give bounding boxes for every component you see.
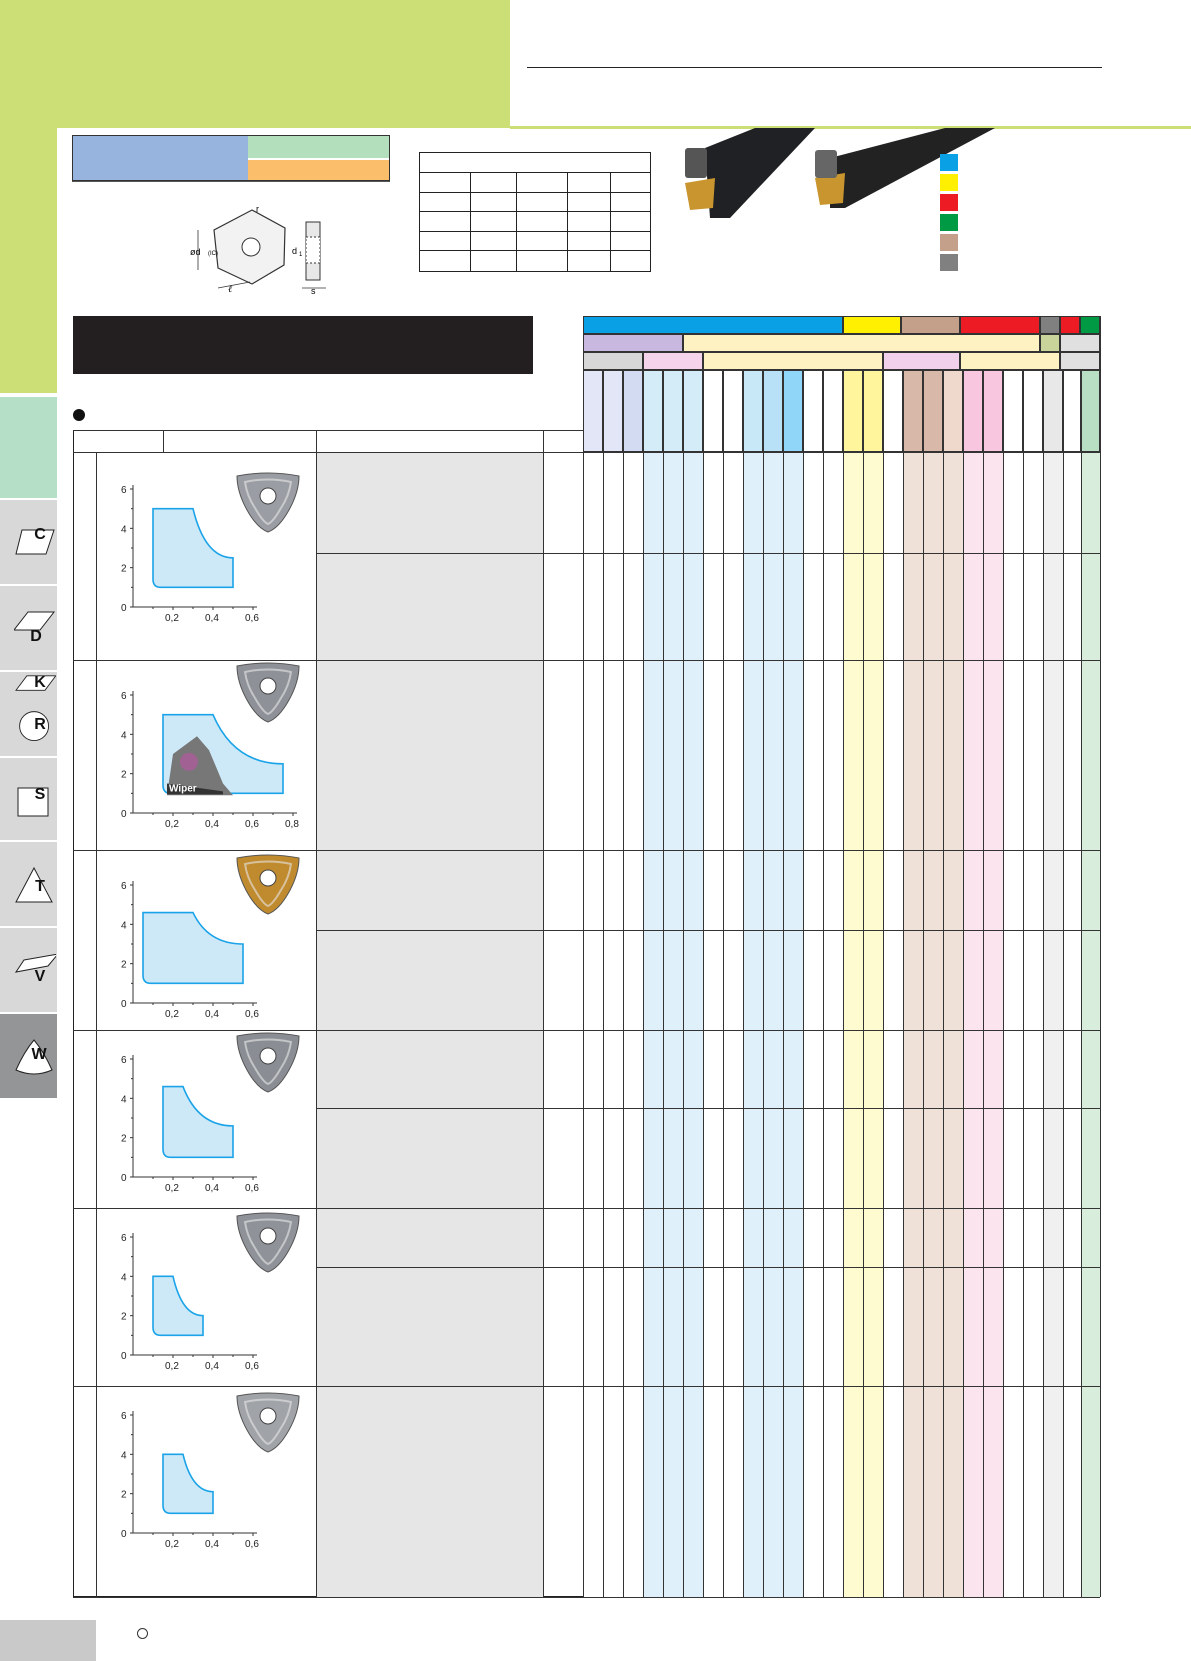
label-ic: (IC) bbox=[208, 251, 218, 257]
x-tick-label: 0,4 bbox=[205, 819, 219, 830]
grade-column-body bbox=[743, 452, 763, 1597]
group-divider bbox=[73, 1030, 1100, 1031]
x-tick-label: 0,4 bbox=[205, 1009, 219, 1020]
y-tick-label: 4 bbox=[121, 920, 127, 932]
nav-tab-letter: D bbox=[30, 628, 42, 645]
row-divider bbox=[316, 553, 1100, 554]
application-area bbox=[153, 509, 233, 588]
grade-column-body bbox=[983, 452, 1003, 1597]
grade-header-subband bbox=[703, 352, 883, 370]
y-tick-label: 2 bbox=[121, 1311, 127, 1323]
grade-header-subband bbox=[583, 352, 643, 370]
description-cell bbox=[317, 1387, 543, 1597]
grade-header-band bbox=[583, 316, 843, 334]
group-divider bbox=[73, 1597, 1100, 1598]
grade-column-head bbox=[603, 370, 623, 452]
table-header-top bbox=[73, 430, 583, 431]
grade-header-band bbox=[843, 316, 901, 334]
group-divider bbox=[73, 1386, 1100, 1387]
nav-tab-letter: R bbox=[34, 716, 46, 733]
y-tick-label: 6 bbox=[121, 691, 127, 702]
nav-tab-top bbox=[0, 397, 57, 498]
x-tick-label: 0,2 bbox=[165, 1361, 179, 1372]
table-body-divider bbox=[96, 452, 97, 1597]
table-header-bottom bbox=[73, 452, 1100, 453]
y-tick-label: 6 bbox=[121, 1233, 127, 1244]
x-tick-label: 0,4 bbox=[205, 1539, 219, 1550]
grade-column-head bbox=[1063, 370, 1081, 452]
grade-column-body bbox=[623, 452, 643, 1597]
grade-column-body bbox=[883, 452, 903, 1597]
grade-column-body bbox=[723, 452, 743, 1597]
insert-dimension-diagram bbox=[190, 200, 360, 296]
grade-column-head bbox=[863, 370, 883, 452]
grade-column-body bbox=[663, 452, 683, 1597]
nav-tab-letter: W bbox=[31, 1046, 47, 1063]
grade-column-body bbox=[583, 452, 603, 1597]
nav-tab-letter: C bbox=[34, 526, 46, 543]
y-tick-label: 2 bbox=[121, 769, 127, 781]
y-tick-label: 0 bbox=[121, 1351, 127, 1362]
x-tick-label: 0,8 bbox=[285, 819, 299, 830]
y-tick-label: 4 bbox=[121, 1094, 127, 1106]
x-tick-label: 0,4 bbox=[205, 613, 219, 624]
grade-header-subband bbox=[960, 352, 1060, 370]
legend-square-k bbox=[940, 194, 958, 211]
grade-column-head bbox=[943, 370, 963, 452]
grade-column-head bbox=[983, 370, 1003, 452]
y-tick-label: 2 bbox=[121, 1133, 127, 1145]
nav-tab-letter: S bbox=[34, 786, 46, 803]
grade-header-subband bbox=[1060, 334, 1100, 352]
grade-column-body bbox=[943, 452, 963, 1597]
label-l: ℓ bbox=[228, 284, 233, 295]
x-tick-label: 0,6 bbox=[245, 1539, 259, 1550]
grade-column-head bbox=[743, 370, 763, 452]
y-tick-label: 4 bbox=[121, 1450, 127, 1462]
description-cell bbox=[317, 1209, 543, 1386]
table-header-divider bbox=[583, 430, 584, 452]
grade-column-head bbox=[643, 370, 663, 452]
grade-column-head bbox=[783, 370, 803, 452]
grade-column-head bbox=[763, 370, 783, 452]
grade-column-head bbox=[683, 370, 703, 452]
grade-column-body bbox=[1023, 452, 1043, 1597]
row-divider bbox=[316, 1267, 1100, 1268]
grade-column-body bbox=[803, 452, 823, 1597]
grade-column-body bbox=[843, 452, 863, 1597]
x-tick-label: 0,4 bbox=[205, 1183, 219, 1194]
grade-column-head bbox=[823, 370, 843, 452]
y-tick-label: 4 bbox=[121, 730, 127, 742]
x-tick-label: 0,6 bbox=[245, 819, 259, 830]
legend-square-p bbox=[940, 154, 958, 171]
y-tick-label: 0 bbox=[121, 603, 127, 614]
y-tick-label: 4 bbox=[121, 1272, 127, 1284]
grade-column-body bbox=[823, 452, 843, 1597]
grade-column-head bbox=[803, 370, 823, 452]
x-tick-label: 0,2 bbox=[165, 819, 179, 830]
type-block-underline bbox=[72, 181, 390, 182]
grade-header-subband bbox=[643, 352, 703, 370]
group-divider bbox=[73, 1208, 1100, 1209]
grade-column-head bbox=[1003, 370, 1023, 452]
group-divider bbox=[73, 660, 1100, 661]
grade-column-body bbox=[863, 452, 883, 1597]
x-tick-label: 0,2 bbox=[165, 613, 179, 624]
y-tick-label: 2 bbox=[121, 563, 127, 575]
grade-header-subband bbox=[583, 334, 683, 352]
legend-square-m bbox=[940, 174, 958, 191]
table-body-divider bbox=[583, 452, 584, 1597]
y-tick-label: 2 bbox=[121, 959, 127, 971]
y-tick-label: 4 bbox=[121, 524, 127, 536]
grade-column-body bbox=[1003, 452, 1023, 1597]
y-tick-label: 6 bbox=[121, 1411, 127, 1422]
nav-tab-w[interactable] bbox=[0, 1014, 57, 1100]
label-s: s bbox=[311, 286, 316, 296]
insert-photo bbox=[233, 1210, 303, 1274]
grade-column-body bbox=[763, 452, 783, 1597]
holder-1-insert bbox=[685, 178, 715, 210]
insert-photo bbox=[233, 1030, 303, 1094]
grade-header-band bbox=[1080, 316, 1100, 334]
insert-photo bbox=[233, 470, 303, 534]
insert-photo bbox=[233, 852, 303, 916]
description-cell bbox=[317, 851, 543, 1030]
y-tick-label: 0 bbox=[121, 1173, 127, 1184]
nav-tab-v[interactable] bbox=[0, 928, 57, 1014]
footer-tab bbox=[0, 1620, 96, 1661]
insert-photo bbox=[233, 1390, 303, 1454]
nav-tab-letter: T bbox=[35, 878, 45, 895]
grade-column-body bbox=[683, 452, 703, 1597]
grade-column-head bbox=[843, 370, 863, 452]
label-d-ic: ød bbox=[190, 247, 201, 257]
grade-header-band bbox=[1040, 316, 1060, 334]
holder-1 bbox=[705, 128, 815, 218]
x-tick-label: 0,6 bbox=[245, 1183, 259, 1194]
x-tick-label: 0,2 bbox=[165, 1009, 179, 1020]
grade-column-body bbox=[603, 452, 623, 1597]
application-area bbox=[163, 1454, 213, 1513]
application-area bbox=[143, 913, 243, 984]
grade-column-head bbox=[1043, 370, 1063, 452]
grade-header-band bbox=[960, 316, 1040, 334]
y-tick-label: 6 bbox=[121, 485, 127, 496]
description-cell bbox=[317, 453, 543, 660]
type-block-frame bbox=[72, 135, 390, 181]
group-divider bbox=[73, 850, 1100, 851]
y-tick-label: 0 bbox=[121, 1529, 127, 1540]
nav-tab-letter: V bbox=[34, 968, 46, 985]
grade-column-head bbox=[1081, 370, 1100, 452]
description-cell bbox=[317, 1031, 543, 1208]
nav-tab-k[interactable] bbox=[0, 672, 57, 758]
side-green-strip bbox=[0, 128, 57, 393]
grade-column-body bbox=[643, 452, 663, 1597]
grade-header-band bbox=[1060, 316, 1080, 334]
page-marker-circle bbox=[137, 1628, 148, 1639]
grade-column-head bbox=[903, 370, 923, 452]
grade-column-body bbox=[1081, 452, 1100, 1597]
nav-tab-d[interactable] bbox=[0, 586, 57, 672]
y-tick-label: 6 bbox=[121, 881, 127, 892]
grade-column-head bbox=[663, 370, 683, 452]
y-tick-label: 6 bbox=[121, 1055, 127, 1066]
table-body-divider bbox=[543, 452, 544, 1597]
spec-table bbox=[419, 152, 651, 272]
grade-header-subband bbox=[1040, 334, 1060, 352]
grade-header-subband bbox=[683, 334, 1040, 352]
x-tick-label: 0,6 bbox=[245, 1009, 259, 1020]
nav-tab-s[interactable] bbox=[0, 758, 57, 842]
grade-column-body bbox=[1043, 452, 1063, 1597]
grade-header-band bbox=[901, 316, 960, 334]
y-tick-label: 0 bbox=[121, 809, 127, 820]
application-area bbox=[153, 1276, 203, 1335]
grade-column-head bbox=[963, 370, 983, 452]
x-tick-label: 0,6 bbox=[245, 613, 259, 624]
legend-square-s bbox=[940, 234, 958, 251]
grade-column-body bbox=[923, 452, 943, 1597]
row-divider bbox=[316, 930, 1100, 931]
bullet-dot bbox=[73, 409, 85, 421]
table-right-edge bbox=[1100, 316, 1101, 1597]
description-cell bbox=[317, 661, 543, 850]
grade-column-body bbox=[703, 452, 723, 1597]
legend-square-h bbox=[940, 254, 958, 271]
grade-column-body bbox=[1063, 452, 1081, 1597]
grade-column-head bbox=[723, 370, 743, 452]
grade-column-head bbox=[623, 370, 643, 452]
nav-tab-c[interactable] bbox=[0, 500, 57, 586]
application-area bbox=[163, 1087, 233, 1158]
x-tick-label: 0,6 bbox=[245, 1361, 259, 1372]
grade-column-body bbox=[903, 452, 923, 1597]
grade-column-head bbox=[583, 370, 603, 452]
grade-column-head bbox=[703, 370, 723, 452]
x-tick-label: 0,2 bbox=[165, 1539, 179, 1550]
x-tick-label: 0,2 bbox=[165, 1183, 179, 1194]
x-tick-label: 0,4 bbox=[205, 1361, 219, 1372]
wiper-label: Wiper bbox=[169, 783, 197, 795]
table-header-divider bbox=[316, 430, 317, 452]
grade-column-body bbox=[783, 452, 803, 1597]
nav-tab-letter: K bbox=[34, 674, 46, 691]
header-green-block bbox=[0, 0, 510, 128]
section-title-band bbox=[73, 316, 533, 374]
label-d1-sub: 1 bbox=[299, 252, 303, 258]
y-tick-label: 0 bbox=[121, 999, 127, 1010]
grade-column-head bbox=[1023, 370, 1043, 452]
grade-header-subband bbox=[1060, 352, 1100, 370]
label-d1: d bbox=[292, 246, 298, 256]
grade-header-subband bbox=[883, 352, 960, 370]
grade-column-head bbox=[923, 370, 943, 452]
row-divider bbox=[316, 1108, 1100, 1109]
table-header-divider bbox=[163, 430, 164, 452]
y-tick-label: 2 bbox=[121, 1489, 127, 1501]
nav-tab-t[interactable] bbox=[0, 842, 57, 928]
grade-column-head bbox=[883, 370, 903, 452]
insert-hole bbox=[242, 238, 260, 256]
insert-photo bbox=[233, 660, 303, 724]
table-header-divider bbox=[543, 430, 544, 452]
header-rule bbox=[527, 67, 1102, 68]
grade-column-body bbox=[963, 452, 983, 1597]
holder-2 bbox=[830, 128, 995, 208]
legend-square-n bbox=[940, 214, 958, 231]
label-r: r bbox=[256, 204, 259, 214]
